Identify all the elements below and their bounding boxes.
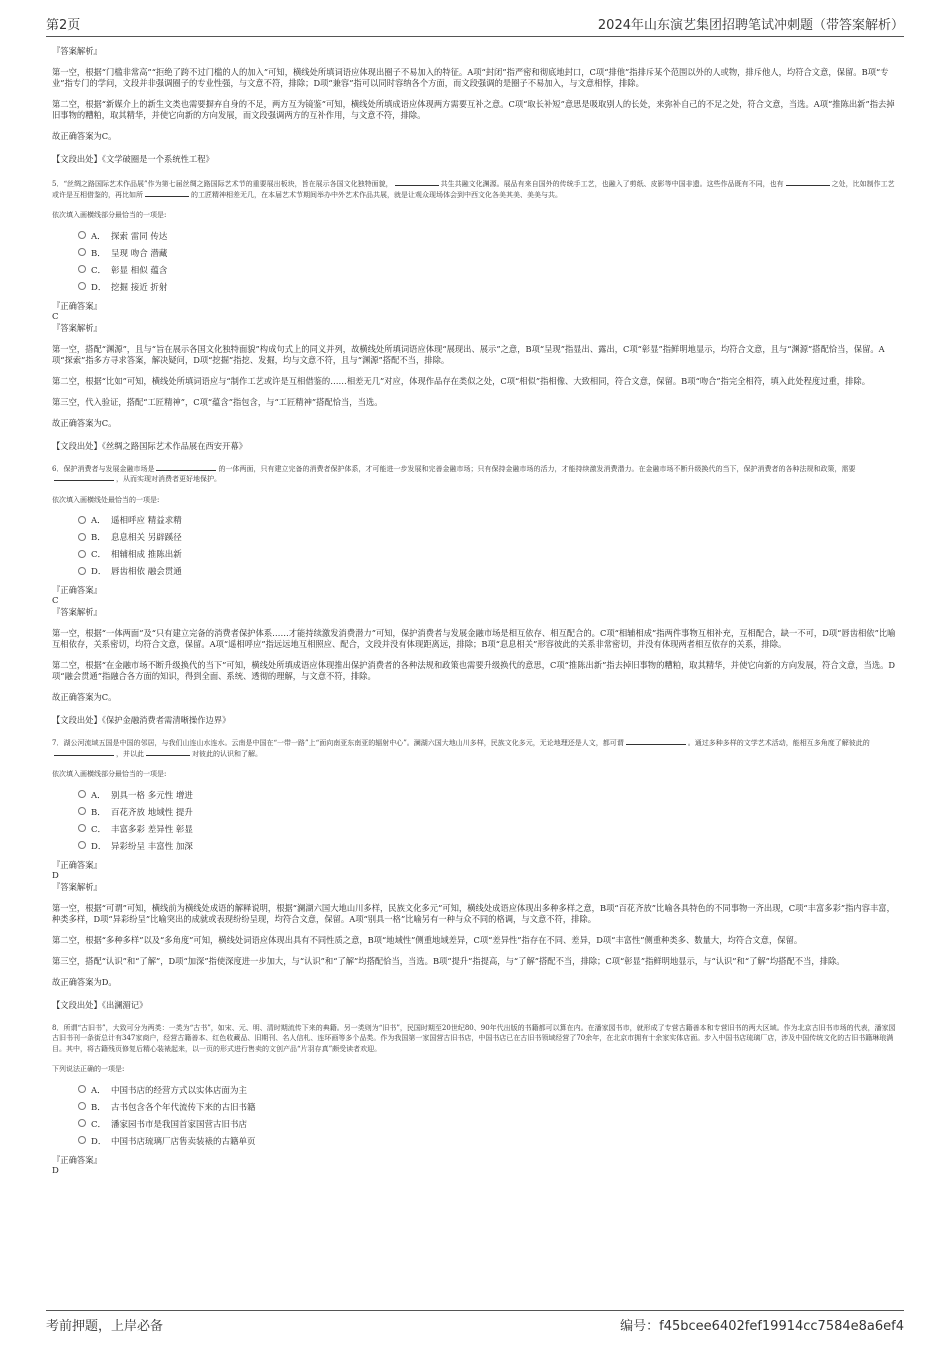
- q6-blank-1: [156, 464, 216, 471]
- source-label: 【文段出处】: [52, 154, 102, 164]
- radio-icon[interactable]: [78, 790, 86, 798]
- answer-explain-label: 『答案解析』: [52, 607, 102, 617]
- q5-explain-p3: 第三空，代入验证，搭配“工匠精神”，C项“蕴含”指包含，与“工匠精神”搭配恰当，当选。: [52, 396, 383, 407]
- q6-option-d[interactable]: D． 唇齿相依 融会贯通: [78, 564, 898, 581]
- q8-option-d[interactable]: D． 中国书店琉璃厂店售卖装裱的古籍单页: [78, 1134, 898, 1151]
- q7-blank-2: [54, 749, 114, 756]
- q6-conclusion: 故正确答案为C。: [52, 692, 117, 702]
- q6-stem: [52, 464, 898, 485]
- q8-stem: 8．所谓“古旧书”，大致可分为两类：一类为“古书”，如宋、元、明、清时期流传下来的典籍。另一类则为“旧书”，民国时期至20世纪80、90年代出版的书籍都可以算在内。在潘家园书市，就形成了专营古籍善本和专营旧书的两大区域。作为北京古旧书市场的代表，潘家园古旧书刊一条街总计有347家商户，经营古籍善本、红色收藏品、旧期刊、名人信札、连环画等多个品类。作为我国第一家国营古旧书店，中国书店已在古旧书领域经营了70余年，在北京市拥有十余家实体店面。步入中国书店琉璃厂店，涉及中国传统文化的古旧书籍琳琅满目。其中，将古籍残页修复后精心装裱起来，以一页的形式进行售卖的文创产品“片羽存真”颇受读者欢迎。: [52, 1023, 896, 1053]
- q5-blank-1: [395, 179, 439, 186]
- q5-blank-3: [145, 190, 189, 197]
- q5-source: [52, 441, 898, 452]
- q6-stem-a: 6．保护消费者与发展金融市场是: [52, 464, 155, 473]
- radio-icon[interactable]: [78, 516, 86, 524]
- q7-prompt: 依次填入画横线部分最恰当的一项是:: [52, 770, 167, 778]
- q5-stem-c: 之处，比如制作工艺或许是互相借鉴的，再比如所: [52, 180, 895, 199]
- q5-option-c[interactable]: C． 彰显 相似 蕴含: [78, 263, 898, 280]
- q5-stem-b: 共生共融文化渊源。展品有来自国外的传统手工艺，也融入了剪纸、皮影等中国非遗。这些作品既有不同，也有: [440, 180, 784, 188]
- q5-prompt: 依次填入画横线部分最恰当的一项是:: [52, 211, 167, 219]
- q7-option-b[interactable]: B． 百花齐放 地域性 提升: [78, 805, 898, 822]
- q5-stem: [52, 179, 898, 200]
- q6-option-b[interactable]: B． 息息相关 另辟蹊径: [78, 530, 898, 547]
- q7-explain-p2: 第二空，根据“多种多样”以及“多角度”可知，横线处词语应体现出具有不同性质之意，B项“地域性”侧重地域差异，C项“差异性”指存在不同、差异，D项“丰富性”侧重种类多、数量大，均符合文意，保留。: [52, 934, 803, 945]
- document-code: 编号：f45bcee6402fef19914cc7584e8a6ef4: [620, 1319, 904, 1334]
- q8-answer: D: [52, 1165, 59, 1176]
- q5-option-a[interactable]: A． 探索 雷同 传达: [78, 229, 898, 246]
- q4-explain-p1: 第一空，根据“门槛非常高”“拒绝了跨不过门槛的人的加入”可知，横线处所填词语应体现出圈子不易加入的特征。A项“封闭”指严密和彻底地封口，C项“排他”指排斥某个范围以外的人或物，排斥他人，均符合文意，保留。B项“专业”指专门的学问，文段并非强调圈子的专业性强，与文意不符，排除；D项“兼容”指可以同时容纳各个方面，而文段强调的是圈子不易加入，与文意相悖，排除。: [52, 67, 889, 88]
- q4-explain-p2: 第二空，根据“新媒介上的新生文类也需要摒弃自身的不足，两方互为镜鉴”可知，横线处所填成语应体现两方需要互补之意。C项“取长补短”意思是吸取别人的长处，来弥补自己的不足之处，符合文意，当选。A项“推陈出新”指去掉旧事物的糟粕，取其精华，并使它向新的方向发展，而文段强调两方的互补作用，与文意不符，排除。: [52, 99, 895, 120]
- q5-stem-d: 的工匠精神相差无几，在本届艺术节期间举办中外艺术作品共展，就是让观众现场体会到中西文化各美其美、美美与共。: [191, 190, 562, 199]
- q7-stem-b: 。通过多种多样的文学艺术活动，能相互多角度了解彼此的: [687, 739, 870, 747]
- q7-option-a[interactable]: A． 别具一格 多元性 增进: [78, 788, 898, 805]
- q6-explain-p1: 第一空，根据“一体两面”及“只有建立完备的消费者保护体系……才能持续激发消费潜力”可知，保护消费者与发展金融市场是相互依存、相互配合的。C项“相辅相成”指两件事物互相补充，互相配合，缺一不可，D项“唇齿相依”比喻互相依存，关系密切，均符合文意，保留。A项“遥相呼应”指远远地互相照应、配合，文段并没有体现距离远，排除；B项“息息相关”形容彼此的关系非常密切，并没有体现两者相互依存的关系，排除。: [52, 628, 896, 649]
- q7-source: [52, 1000, 898, 1011]
- q8-prompt: 下列说法正确的一项是:: [52, 1065, 125, 1073]
- q7-stem-d: 对彼此的认识和了解。: [192, 749, 262, 758]
- q7-option-c[interactable]: C． 丰富多彩 差异性 彰显: [78, 822, 898, 839]
- radio-icon[interactable]: [78, 1085, 86, 1093]
- page-header: [46, 12, 904, 37]
- radio-icon[interactable]: [78, 1102, 86, 1110]
- q6-answer: C: [52, 596, 59, 606]
- correct-answer-label: 『正确答案』: [52, 1154, 102, 1165]
- q5-option-d[interactable]: D． 挖掘 接近 折射: [78, 280, 898, 297]
- q5-options: [78, 229, 898, 297]
- q5-answer: C: [52, 311, 59, 322]
- q6-source: [52, 715, 898, 726]
- q7-stem: [52, 738, 898, 759]
- radio-icon[interactable]: [78, 807, 86, 815]
- q6-blank-2: [54, 474, 114, 481]
- document-body: [52, 46, 898, 1177]
- q7-answer: D: [52, 870, 59, 881]
- q8-option-c[interactable]: C． 潘家园书市是我国首家国营古旧书店: [78, 1117, 898, 1134]
- q7-stem-a: 7．湖公河流域五国是中国的邻居，与我们山连山水连水。云南是中国在“一带一路”上“面向南亚东南亚的辐射中心”。澜湖六国大地山川多样，民族文化多元，无论地理还是人文，都可谓: [52, 739, 624, 747]
- q5-stem-a: 5．“丝绸之路国际艺术作品展”作为第七届丝绸之路国际艺术节的重要展出板块，旨在展示各国文化独特面貌，: [52, 180, 393, 188]
- radio-icon[interactable]: [78, 567, 86, 575]
- radio-icon[interactable]: [78, 550, 86, 558]
- q8-option-a[interactable]: A． 中国书店的经营方式以实体店面为主: [78, 1083, 898, 1100]
- page-footer: [46, 1310, 904, 1335]
- page-number: 第2页: [46, 18, 81, 33]
- radio-icon[interactable]: [78, 841, 86, 849]
- q6-option-a[interactable]: A． 遥相呼应 精益求精: [78, 513, 898, 530]
- correct-answer-label: 『正确答案』: [52, 585, 102, 595]
- q4-source: [52, 154, 898, 165]
- q7-stem-c: ，并以此: [116, 749, 144, 758]
- q7-source-title: 《出澜湄记》: [101, 999, 148, 1010]
- q7-blank-1: [626, 738, 686, 745]
- q5-explain-p1: 第一空，搭配“渊源”，且与“旨在展示各国文化独特面貌”构成句式上的同义并列，故横线处所填词语应体现“展现出、展示”之意，B项“呈现”指显出、露出，C项“彰显”指鲜明地显示，均符合文意，且与“渊源”搭配恰当，保留。A项“探索”指多方寻求答案，解决疑问，D项“挖掘”指挖、发掘，均与文意不符，且与“渊源”搭配不当，排除。: [52, 343, 885, 365]
- q6-prompt: 依次填入画横线处最恰当的一项是:: [52, 495, 160, 504]
- footer-slogan: 考前押题，上岸必备: [46, 1319, 164, 1334]
- q4-source-title: 《文学破圈是一个系统性工程》: [101, 154, 214, 164]
- answer-explain-label: 『答案解析』: [52, 881, 102, 892]
- radio-icon[interactable]: [78, 824, 86, 832]
- q7-option-d[interactable]: D． 异彩纷呈 丰富性 加深: [78, 839, 898, 856]
- q7-conclusion: 故正确答案为D。: [52, 976, 117, 987]
- radio-icon[interactable]: [78, 282, 86, 290]
- q5-source-title: 《丝绸之路国际艺术作品展在西安开幕》: [101, 440, 247, 451]
- q5-conclusion: 故正确答案为C。: [52, 417, 117, 428]
- q7-explain-p3: 第三空，搭配“认识”和“了解”，D项“加深”指使深度进一步加大，与“认识”和“了解”均搭配恰当，当选。B项“提升”指提高，与“了解”搭配不当，排除；C项“彰显”指鲜明地显示，与“认识”和“了解”均搭配不当，排除。: [52, 955, 845, 966]
- radio-icon[interactable]: [78, 533, 86, 541]
- correct-answer-label: 『正确答案』: [52, 300, 102, 311]
- answer-explain-label: 『答案解析』: [52, 322, 102, 333]
- document-title: 2024年山东演艺集团招聘笔试冲刺题（带答案解析）: [597, 18, 904, 33]
- radio-icon[interactable]: [78, 265, 86, 273]
- q6-explain-p2: 第二空，根据“在金融市场不断升级换代的当下”可知，横线处所填成语应体现推出保护消费者的各种法规和政策也需要升级换代的意思，C项“推陈出新”指去掉旧事物的糟粕，取其精华，并使它向新的方向发展，符合文意，当选。D项“融会贯通”指融合各方面的知识，得到全面、系统、透彻的理解，与文意不符，排除。: [52, 660, 896, 681]
- q6-options: [78, 513, 898, 581]
- q8-options: [78, 1083, 898, 1151]
- q6-source-title: 《保护金融消费者需清晰操作边界》: [101, 715, 231, 725]
- q7-explain-p1: 第一空，根据“可谓”可知，横线前为横线处成语的解释说明，根据“澜湖六国大地山川多样，民族文化多元”可知，横线处成语应体现出多种多样之意，B项“百花齐放”比喻各具特色的不同事物一齐出现，C项“丰富多彩”指内容丰富，种类多样，D项“异彩纷呈”比喻突出的成就或表现纷纷呈现，均符合文意，保留。A项“别具一格”比喻另有一种与众不同的格调，与文意不符，排除。: [52, 902, 895, 924]
- q6-stem-b: 的一体两面，只有建立完备的消费者保护体系，才可能进一步发展和完善金融市场；只有保持金融市场的活力，才能持续激发消费潜力。在金融市场不断升级换代的当下，保护消费者的各种法规和政策，需要: [218, 464, 856, 473]
- q4-conclusion: 故正确答案为C。: [52, 131, 117, 141]
- radio-icon[interactable]: [78, 248, 86, 256]
- radio-icon[interactable]: [78, 231, 86, 239]
- q7-options: [78, 788, 898, 856]
- radio-icon[interactable]: [78, 1136, 86, 1144]
- answer-explain-label: 『答案解析』: [52, 46, 102, 56]
- radio-icon[interactable]: [78, 1119, 86, 1127]
- q5-option-b[interactable]: B． 呈现 吻合 潜藏: [78, 246, 898, 263]
- source-label: 【文段出处】: [52, 999, 102, 1010]
- q5-explain-p2: 第二空，根据“比如”可知，横线处所填词语应与“制作工艺或许是互相借鉴的……相差无几”对应，体现作品存在类似之处，C项“相似”指相像、大致相同，符合文意，保留。B项“吻合”指完全相符，填入此处程度过重，排除。: [52, 375, 870, 386]
- q7-blank-3: [146, 749, 190, 756]
- correct-answer-label: 『正确答案』: [52, 859, 102, 870]
- q8-option-b[interactable]: B． 古书包含各个年代流传下来的古旧书籍: [78, 1100, 898, 1117]
- source-label: 【文段出处】: [52, 715, 102, 725]
- source-label: 【文段出处】: [52, 440, 102, 451]
- q6-option-c[interactable]: C． 相辅相成 推陈出新: [78, 547, 898, 564]
- q6-stem-c: ，从而实现对消费者更好地保护。: [116, 475, 221, 483]
- q5-blank-2: [786, 179, 830, 186]
